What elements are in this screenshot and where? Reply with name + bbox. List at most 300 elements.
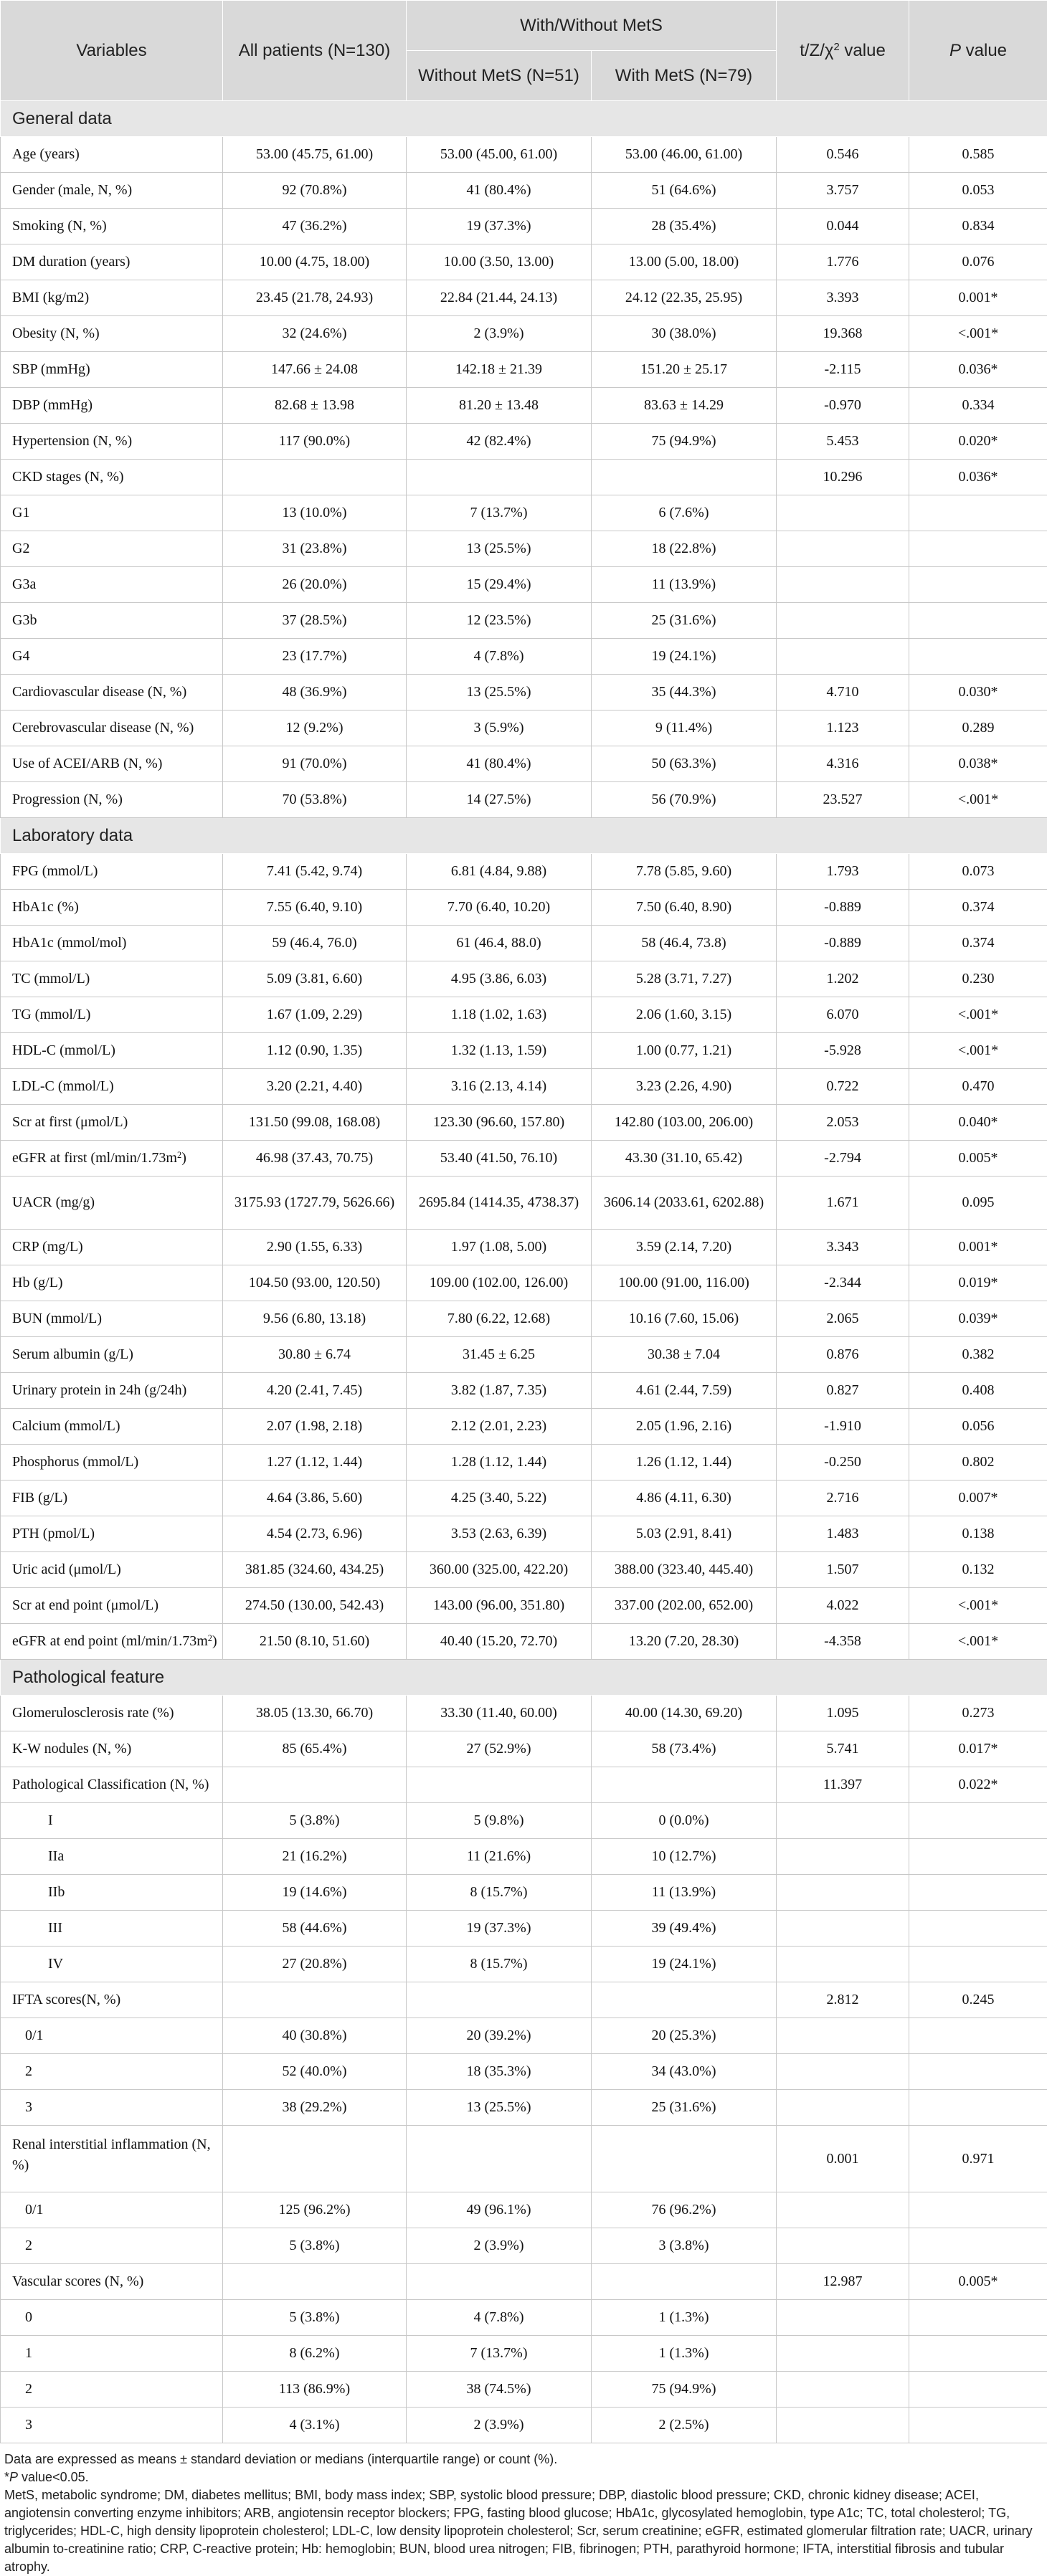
table-row bbox=[1, 1911, 1047, 1947]
cell-without-mets: 19 (37.3%) bbox=[407, 209, 592, 244]
footnote-significance bbox=[0, 2468, 1047, 2486]
cell-variable: I bbox=[1, 1803, 223, 1839]
cell-without-mets: 61 (46.4, 88.0) bbox=[407, 926, 592, 961]
cell-with-mets: 3.23 (2.26, 4.90) bbox=[592, 1069, 777, 1105]
cell-with-mets: 1 (1.3%) bbox=[592, 2300, 777, 2336]
table-row bbox=[1, 997, 1047, 1033]
cell-statistic: 0.044 bbox=[777, 209, 909, 244]
cell-statistic: 2.053 bbox=[777, 1105, 909, 1141]
cell-variable: IFTA scores(N, %) bbox=[1, 1982, 223, 2018]
cell-all-patients: 37 (28.5%) bbox=[223, 603, 407, 639]
cell-variable: Vascular scores (N, %) bbox=[1, 2264, 223, 2300]
table-footnotes bbox=[0, 2451, 1047, 2576]
cell-statistic: 1.123 bbox=[777, 710, 909, 746]
cell-statistic: 12.987 bbox=[777, 2264, 909, 2300]
cell-with-mets: 19 (24.1%) bbox=[592, 639, 777, 675]
cell-all-patients: 53.00 (45.75, 61.00) bbox=[223, 137, 407, 173]
cell-p-value: 0.245 bbox=[909, 1982, 1047, 2018]
table-row bbox=[1, 280, 1047, 316]
cell-variable: FPG (mmol/L) bbox=[1, 854, 223, 890]
table-row bbox=[1, 639, 1047, 675]
cell-without-mets: 53.00 (45.00, 61.00) bbox=[407, 137, 592, 173]
table-row bbox=[1, 1516, 1047, 1552]
cell-variable: 2 bbox=[1, 2372, 223, 2408]
cell-with-mets: 2 (2.5%) bbox=[592, 2408, 777, 2443]
cell-p-value bbox=[909, 495, 1047, 531]
cell-statistic: -4.358 bbox=[777, 1624, 909, 1660]
table-row bbox=[1, 2372, 1047, 2408]
cell-p-value bbox=[909, 2228, 1047, 2264]
header-all-patients-label: All patients (N=130) bbox=[239, 41, 390, 60]
cell-statistic bbox=[777, 2408, 909, 2443]
header-variables: Variables bbox=[1, 1, 223, 101]
cell-with-mets: 1.00 (0.77, 1.21) bbox=[592, 1033, 777, 1069]
cell-with-mets: 51 (64.6%) bbox=[592, 173, 777, 209]
cell-with-mets: 142.80 (103.00, 206.00) bbox=[592, 1105, 777, 1141]
cell-with-mets: 83.63 ± 14.29 bbox=[592, 388, 777, 424]
cell-p-value: 0.073 bbox=[909, 854, 1047, 890]
footnote-data-expression: Data are expressed as means ± standard deviation or medians (interquartile range) or count (%). bbox=[0, 2451, 1047, 2468]
cell-with-mets: 9 (11.4%) bbox=[592, 710, 777, 746]
cell-all-patients: 92 (70.8%) bbox=[223, 173, 407, 209]
cell-statistic: 0.546 bbox=[777, 137, 909, 173]
cell-variable: Urinary protein in 24h (g/24h) bbox=[1, 1373, 223, 1409]
cell-p-value: 0.273 bbox=[909, 1696, 1047, 1731]
cell-all-patients: 10.00 (4.75, 18.00) bbox=[223, 244, 407, 280]
cell-p-value: 0.039* bbox=[909, 1301, 1047, 1337]
cell-all-patients: 104.50 (93.00, 120.50) bbox=[223, 1265, 407, 1301]
cell-all-patients: 1.27 (1.12, 1.44) bbox=[223, 1445, 407, 1481]
cell-statistic bbox=[777, 2054, 909, 2090]
table-row bbox=[1, 567, 1047, 603]
table-row bbox=[1, 388, 1047, 424]
table-row bbox=[1, 2408, 1047, 2443]
cell-with-mets: 58 (46.4, 73.8) bbox=[592, 926, 777, 961]
cell-with-mets: 7.50 (6.40, 8.90) bbox=[592, 890, 777, 926]
cell-with-mets: 6 (7.6%) bbox=[592, 495, 777, 531]
cell-p-value: 0.017* bbox=[909, 1731, 1047, 1767]
table-row bbox=[1, 1624, 1047, 1660]
cell-variable: 3 bbox=[1, 2408, 223, 2443]
cell-variable: Use of ACEI/ARB (N, %) bbox=[1, 746, 223, 782]
cell-without-mets: 7 (13.7%) bbox=[407, 495, 592, 531]
cell-variable: G2 bbox=[1, 531, 223, 567]
cell-p-value bbox=[909, 2300, 1047, 2336]
cell-all-patients: 9.56 (6.80, 13.18) bbox=[223, 1301, 407, 1337]
cell-with-mets: 4.86 (4.11, 6.30) bbox=[592, 1481, 777, 1516]
cell-all-patients: 47 (36.2%) bbox=[223, 209, 407, 244]
cell-without-mets: 4.95 (3.86, 6.03) bbox=[407, 961, 592, 997]
cell-variable: Gender (male, N, %) bbox=[1, 173, 223, 209]
table-row bbox=[1, 531, 1047, 567]
cell-with-mets: 28 (35.4%) bbox=[592, 209, 777, 244]
cell-statistic bbox=[777, 1911, 909, 1947]
cell-statistic: 0.001 bbox=[777, 2126, 909, 2192]
cell-without-mets: 27 (52.9%) bbox=[407, 1731, 592, 1767]
cell-statistic: 2.716 bbox=[777, 1481, 909, 1516]
table-row bbox=[1, 1141, 1047, 1177]
cell-p-value: 0.374 bbox=[909, 890, 1047, 926]
cell-without-mets: 1.28 (1.12, 1.44) bbox=[407, 1445, 592, 1481]
cell-statistic: 1.793 bbox=[777, 854, 909, 890]
cell-p-value bbox=[909, 2372, 1047, 2408]
cell-statistic bbox=[777, 2336, 909, 2372]
cell-statistic: 11.397 bbox=[777, 1767, 909, 1803]
cell-variable: Glomerulosclerosis rate (%) bbox=[1, 1696, 223, 1731]
cell-with-mets: 10.16 (7.60, 15.06) bbox=[592, 1301, 777, 1337]
cell-without-mets: 143.00 (96.00, 351.80) bbox=[407, 1588, 592, 1624]
cell-without-mets bbox=[407, 1982, 592, 2018]
cell-all-patients: 3175.93 (1727.79, 5626.66) bbox=[223, 1177, 407, 1230]
table-row bbox=[1, 2054, 1047, 2090]
header-stat-tail: value bbox=[840, 41, 886, 60]
footnote-star: * bbox=[4, 2470, 9, 2484]
cell-with-mets: 11 (13.9%) bbox=[592, 1875, 777, 1911]
cell-p-value: 0.585 bbox=[909, 137, 1047, 173]
table-row bbox=[1, 460, 1047, 495]
cell-all-patients: 21.50 (8.10, 51.60) bbox=[223, 1624, 407, 1660]
cell-p-value bbox=[909, 1875, 1047, 1911]
cell-variable: BMI (kg/m2) bbox=[1, 280, 223, 316]
cell-all-patients: 131.50 (99.08, 168.08) bbox=[223, 1105, 407, 1141]
cell-with-mets: 50 (63.3%) bbox=[592, 746, 777, 782]
cell-statistic: 3.393 bbox=[777, 280, 909, 316]
cell-without-mets: 41 (80.4%) bbox=[407, 746, 592, 782]
cell-p-value: <.001* bbox=[909, 1624, 1047, 1660]
cell-with-mets bbox=[592, 1767, 777, 1803]
cell-without-mets: 13 (25.5%) bbox=[407, 675, 592, 710]
cell-all-patients bbox=[223, 1767, 407, 1803]
cell-with-mets: 4.61 (2.44, 7.59) bbox=[592, 1373, 777, 1409]
cell-statistic: 4.710 bbox=[777, 675, 909, 710]
table-row bbox=[1, 1177, 1047, 1230]
cell-variable: Smoking (N, %) bbox=[1, 209, 223, 244]
cell-variable: IIb bbox=[1, 1875, 223, 1911]
cell-with-mets: 24.12 (22.35, 25.95) bbox=[592, 280, 777, 316]
header-p-italic: P bbox=[949, 41, 961, 60]
cell-all-patients: 46.98 (37.43, 70.75) bbox=[223, 1141, 407, 1177]
section-title: Pathological feature bbox=[1, 1660, 1047, 1696]
cell-variable: Hb (g/L) bbox=[1, 1265, 223, 1301]
header-group: With/Without MetS bbox=[407, 1, 777, 51]
cell-statistic: -2.344 bbox=[777, 1265, 909, 1301]
table-row bbox=[1, 1767, 1047, 1803]
cell-p-value bbox=[909, 603, 1047, 639]
cell-variable: TG (mmol/L) bbox=[1, 997, 223, 1033]
header-p-tail: value bbox=[961, 41, 1007, 60]
cell-without-mets: 8 (15.7%) bbox=[407, 1947, 592, 1982]
variable-sup: 2 bbox=[208, 1633, 212, 1643]
cell-without-mets: 142.18 ± 21.39 bbox=[407, 352, 592, 388]
cell-p-value: 0.289 bbox=[909, 710, 1047, 746]
cell-variable: DM duration (years) bbox=[1, 244, 223, 280]
cell-variable: 2 bbox=[1, 2054, 223, 2090]
cell-without-mets: 7 (13.7%) bbox=[407, 2336, 592, 2372]
cell-all-patients: 5 (3.8%) bbox=[223, 2228, 407, 2264]
cell-with-mets: 19 (24.1%) bbox=[592, 1947, 777, 1982]
table-row bbox=[1, 782, 1047, 818]
cell-statistic: -2.794 bbox=[777, 1141, 909, 1177]
cell-p-value bbox=[909, 567, 1047, 603]
cell-without-mets: 19 (37.3%) bbox=[407, 1911, 592, 1947]
table-row bbox=[1, 1337, 1047, 1373]
table-row bbox=[1, 1696, 1047, 1731]
cell-without-mets: 33.30 (11.40, 60.00) bbox=[407, 1696, 592, 1731]
table-row bbox=[1, 495, 1047, 531]
cell-variable: Calcium (mmol/L) bbox=[1, 1409, 223, 1445]
section-header-row bbox=[1, 1660, 1047, 1696]
cell-all-patients: 113 (86.9%) bbox=[223, 2372, 407, 2408]
cell-variable: Cardiovascular disease (N, %) bbox=[1, 675, 223, 710]
cell-p-value: 0.019* bbox=[909, 1265, 1047, 1301]
cell-p-value: 0.030* bbox=[909, 675, 1047, 710]
cell-p-value: 0.036* bbox=[909, 460, 1047, 495]
cell-statistic bbox=[777, 2228, 909, 2264]
header-stat bbox=[777, 1, 909, 101]
cell-without-mets: 7.80 (6.22, 12.68) bbox=[407, 1301, 592, 1337]
table-row bbox=[1, 1033, 1047, 1069]
cell-p-value: 0.022* bbox=[909, 1767, 1047, 1803]
header-all-patients bbox=[223, 1, 407, 101]
table-row bbox=[1, 1803, 1047, 1839]
footnote-p-text: value<0.05. bbox=[18, 2470, 89, 2484]
table-row bbox=[1, 1947, 1047, 1982]
cell-p-value bbox=[909, 1911, 1047, 1947]
cell-with-mets: 39 (49.4%) bbox=[592, 1911, 777, 1947]
cell-without-mets: 1.32 (1.13, 1.59) bbox=[407, 1033, 592, 1069]
table-row bbox=[1, 1069, 1047, 1105]
cell-p-value bbox=[909, 1803, 1047, 1839]
cell-statistic bbox=[777, 2192, 909, 2228]
cell-all-patients: 125 (96.2%) bbox=[223, 2192, 407, 2228]
cell-statistic: 0.722 bbox=[777, 1069, 909, 1105]
cell-statistic: -0.250 bbox=[777, 1445, 909, 1481]
cell-statistic: 4.316 bbox=[777, 746, 909, 782]
variable-sup: 2 bbox=[177, 1150, 181, 1160]
cell-p-value bbox=[909, 639, 1047, 675]
section-header-row bbox=[1, 818, 1047, 854]
cell-without-mets bbox=[407, 1767, 592, 1803]
table-row bbox=[1, 1105, 1047, 1141]
cell-statistic: 0.827 bbox=[777, 1373, 909, 1409]
cell-all-patients: 1.67 (1.09, 2.29) bbox=[223, 997, 407, 1033]
cell-statistic: -5.928 bbox=[777, 1033, 909, 1069]
cell-all-patients: 82.68 ± 13.98 bbox=[223, 388, 407, 424]
header-stat-sup: 2 bbox=[833, 42, 839, 53]
cell-variable: 2 bbox=[1, 2228, 223, 2264]
cell-p-value bbox=[909, 2192, 1047, 2228]
cell-with-mets: 1.26 (1.12, 1.44) bbox=[592, 1445, 777, 1481]
cell-variable: IIa bbox=[1, 1839, 223, 1875]
table-row bbox=[1, 209, 1047, 244]
cell-variable: G1 bbox=[1, 495, 223, 531]
cell-with-mets bbox=[592, 2126, 777, 2192]
cell-all-patients: 5 (3.8%) bbox=[223, 2300, 407, 2336]
cell-p-value: 0.005* bbox=[909, 1141, 1047, 1177]
cell-with-mets: 0 (0.0%) bbox=[592, 1803, 777, 1839]
cell-without-mets: 2695.84 (1414.35, 4738.37) bbox=[407, 1177, 592, 1230]
cell-p-value: 0.053 bbox=[909, 173, 1047, 209]
table-row bbox=[1, 675, 1047, 710]
cell-all-patients: 38 (29.2%) bbox=[223, 2090, 407, 2126]
cell-all-patients: 21 (16.2%) bbox=[223, 1839, 407, 1875]
cell-without-mets: 1.97 (1.08, 5.00) bbox=[407, 1230, 592, 1265]
cell-with-mets: 18 (22.8%) bbox=[592, 531, 777, 567]
cell-without-mets bbox=[407, 460, 592, 495]
cell-with-mets: 20 (25.3%) bbox=[592, 2018, 777, 2054]
table-row bbox=[1, 2018, 1047, 2054]
cell-statistic: 19.368 bbox=[777, 316, 909, 352]
cell-without-mets: 2.12 (2.01, 2.23) bbox=[407, 1409, 592, 1445]
table-row bbox=[1, 173, 1047, 209]
cell-statistic: -0.889 bbox=[777, 890, 909, 926]
cell-p-value: 0.001* bbox=[909, 1230, 1047, 1265]
cell-all-patients: 381.85 (324.60, 434.25) bbox=[223, 1552, 407, 1588]
cell-p-value: 0.056 bbox=[909, 1409, 1047, 1445]
cell-all-patients: 48 (36.9%) bbox=[223, 675, 407, 710]
cell-all-patients: 38.05 (13.30, 66.70) bbox=[223, 1696, 407, 1731]
cell-with-mets: 5.28 (3.71, 7.27) bbox=[592, 961, 777, 997]
cell-variable: FIB (g/L) bbox=[1, 1481, 223, 1516]
table-row bbox=[1, 710, 1047, 746]
cell-variable: HbA1c (%) bbox=[1, 890, 223, 926]
cell-with-mets: 100.00 (91.00, 116.00) bbox=[592, 1265, 777, 1301]
cell-without-mets: 5 (9.8%) bbox=[407, 1803, 592, 1839]
table-row bbox=[1, 1230, 1047, 1265]
cell-all-patients bbox=[223, 2126, 407, 2192]
table-row bbox=[1, 2126, 1047, 2192]
cell-without-mets: 2 (3.9%) bbox=[407, 316, 592, 352]
cell-all-patients: 5 (3.8%) bbox=[223, 1803, 407, 1839]
cell-p-value: 0.020* bbox=[909, 424, 1047, 460]
cell-statistic: 1.095 bbox=[777, 1696, 909, 1731]
cell-variable: Phosphorus (mmol/L) bbox=[1, 1445, 223, 1481]
cell-p-value: 0.382 bbox=[909, 1337, 1047, 1373]
cell-without-mets: 2 (3.9%) bbox=[407, 2228, 592, 2264]
table-row bbox=[1, 2228, 1047, 2264]
cell-with-mets: 2.05 (1.96, 2.16) bbox=[592, 1409, 777, 1445]
cell-without-mets bbox=[407, 2264, 592, 2300]
cell-p-value: <.001* bbox=[909, 782, 1047, 818]
cell-variable: LDL-C (mmol/L) bbox=[1, 1069, 223, 1105]
cell-p-value bbox=[909, 1947, 1047, 1982]
cell-all-patients: 31 (23.8%) bbox=[223, 531, 407, 567]
cell-statistic: 4.022 bbox=[777, 1588, 909, 1624]
cell-statistic bbox=[777, 2018, 909, 2054]
cell-statistic bbox=[777, 1947, 909, 1982]
cell-statistic bbox=[777, 2300, 909, 2336]
cell-p-value: 0.036* bbox=[909, 352, 1047, 388]
cell-variable: 0/1 bbox=[1, 2018, 223, 2054]
cell-p-value: 0.971 bbox=[909, 2126, 1047, 2192]
cell-p-value bbox=[909, 531, 1047, 567]
section-header-row bbox=[1, 101, 1047, 137]
cell-with-mets: 53.00 (46.00, 61.00) bbox=[592, 137, 777, 173]
cell-variable: Renal interstitial inflammation (N, %) bbox=[1, 2126, 223, 2192]
cell-without-mets: 15 (29.4%) bbox=[407, 567, 592, 603]
cell-with-mets: 75 (94.9%) bbox=[592, 424, 777, 460]
cell-p-value: <.001* bbox=[909, 997, 1047, 1033]
cell-p-value: 0.334 bbox=[909, 388, 1047, 424]
table-row bbox=[1, 1552, 1047, 1588]
table-row bbox=[1, 1982, 1047, 2018]
cell-without-mets: 123.30 (96.60, 157.80) bbox=[407, 1105, 592, 1141]
cell-variable: HDL-C (mmol/L) bbox=[1, 1033, 223, 1069]
cell-without-mets: 3.16 (2.13, 4.14) bbox=[407, 1069, 592, 1105]
cell-p-value: 0.374 bbox=[909, 926, 1047, 961]
table-row bbox=[1, 746, 1047, 782]
cell-p-value: 0.802 bbox=[909, 1445, 1047, 1481]
cell-variable bbox=[1, 1141, 223, 1177]
cell-with-mets: 10 (12.7%) bbox=[592, 1839, 777, 1875]
table-row bbox=[1, 1301, 1047, 1337]
cell-all-patients: 4.64 (3.86, 5.60) bbox=[223, 1481, 407, 1516]
cell-with-mets: 3606.14 (2033.61, 6202.88) bbox=[592, 1177, 777, 1230]
cell-all-patients: 32 (24.6%) bbox=[223, 316, 407, 352]
cell-without-mets: 22.84 (21.44, 24.13) bbox=[407, 280, 592, 316]
cell-p-value bbox=[909, 2018, 1047, 2054]
cell-without-mets: 41 (80.4%) bbox=[407, 173, 592, 209]
cell-variable: G3b bbox=[1, 603, 223, 639]
cell-p-value bbox=[909, 1839, 1047, 1875]
cell-variable: DBP (mmHg) bbox=[1, 388, 223, 424]
cell-with-mets: 25 (31.6%) bbox=[592, 603, 777, 639]
cell-with-mets: 34 (43.0%) bbox=[592, 2054, 777, 2090]
cell-variable: G4 bbox=[1, 639, 223, 675]
cell-all-patients: 23.45 (21.78, 24.93) bbox=[223, 280, 407, 316]
footnote-p-italic: P bbox=[9, 2470, 18, 2484]
cell-variable: SBP (mmHg) bbox=[1, 352, 223, 388]
section-title: Laboratory data bbox=[1, 818, 1047, 854]
cell-with-mets: 337.00 (202.00, 652.00) bbox=[592, 1588, 777, 1624]
cell-with-mets: 58 (73.4%) bbox=[592, 1731, 777, 1767]
cell-all-patients bbox=[223, 1982, 407, 2018]
table-row bbox=[1, 1409, 1047, 1445]
cell-statistic bbox=[777, 567, 909, 603]
cell-variable: G3a bbox=[1, 567, 223, 603]
cell-all-patients: 23 (17.7%) bbox=[223, 639, 407, 675]
cell-all-patients: 4 (3.1%) bbox=[223, 2408, 407, 2443]
table-row bbox=[1, 1445, 1047, 1481]
cell-without-mets: 38 (74.5%) bbox=[407, 2372, 592, 2408]
table-row bbox=[1, 1588, 1047, 1624]
cell-all-patients: 70 (53.8%) bbox=[223, 782, 407, 818]
cell-without-mets: 31.45 ± 6.25 bbox=[407, 1337, 592, 1373]
cell-all-patients: 117 (90.0%) bbox=[223, 424, 407, 460]
cell-without-mets: 11 (21.6%) bbox=[407, 1839, 592, 1875]
cell-all-patients: 2.07 (1.98, 2.18) bbox=[223, 1409, 407, 1445]
cell-p-value: 0.040* bbox=[909, 1105, 1047, 1141]
cell-with-mets: 76 (96.2%) bbox=[592, 2192, 777, 2228]
cell-statistic: 6.070 bbox=[777, 997, 909, 1033]
cell-statistic: -0.970 bbox=[777, 388, 909, 424]
cell-variable: Age (years) bbox=[1, 137, 223, 173]
table-row bbox=[1, 316, 1047, 352]
cell-all-patients: 4.54 (2.73, 6.96) bbox=[223, 1516, 407, 1552]
cell-statistic: 1.202 bbox=[777, 961, 909, 997]
cell-p-value bbox=[909, 2054, 1047, 2090]
cell-p-value: 0.076 bbox=[909, 244, 1047, 280]
cell-statistic: 3.757 bbox=[777, 173, 909, 209]
cell-with-mets: 25 (31.6%) bbox=[592, 2090, 777, 2126]
table-row bbox=[1, 854, 1047, 890]
header-without-mets: Without MetS (N=51) bbox=[407, 51, 592, 101]
cell-with-mets: 75 (94.9%) bbox=[592, 2372, 777, 2408]
cell-all-patients: 58 (44.6%) bbox=[223, 1911, 407, 1947]
cell-statistic bbox=[777, 1839, 909, 1875]
cell-variable: Scr at first (μmol/L) bbox=[1, 1105, 223, 1141]
table-row bbox=[1, 1875, 1047, 1911]
